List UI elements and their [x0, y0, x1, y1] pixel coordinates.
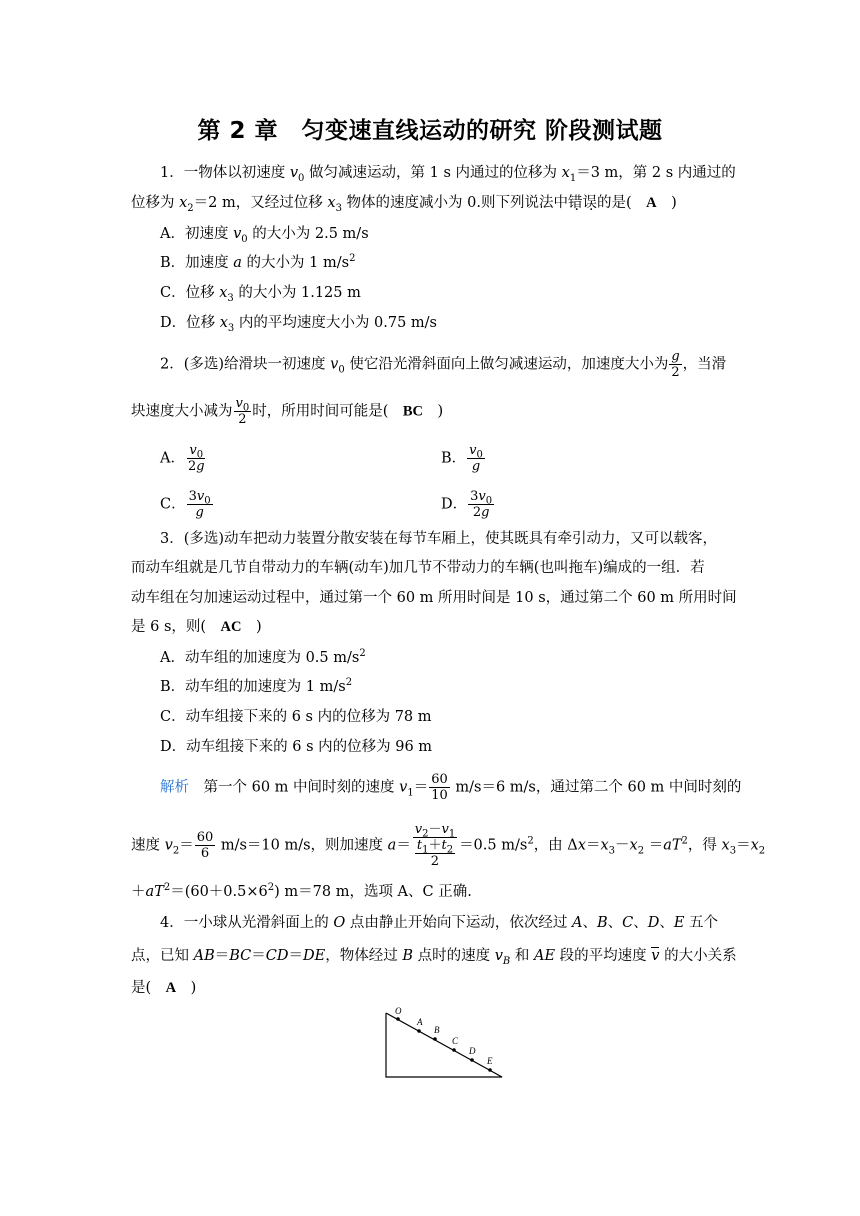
point-o-label: O — [395, 1006, 402, 1016]
q3-option-a: A．动车组的加速度为 0.5 $m/s^2$ — [160, 648, 366, 666]
incline-triangle — [386, 1013, 502, 1077]
q2-option-c: C． $\frac{3v_0}{g}$ — [160, 489, 211, 520]
q3-analysis-line-3: $+aT^2=(60+0.5\times 6^2)$ m＝78 m，选项 A、C 正确. — [131, 882, 472, 900]
q1-option-c: C．位移 $x_3$ 的大小为 1.125 m — [160, 285, 361, 304]
point-a-label: A — [417, 1017, 423, 1027]
point-c-label: C — [452, 1036, 459, 1046]
point-b-dot — [433, 1037, 437, 1041]
q3-option-d: D．动车组接下来的 6 s 内的位移为 96 m — [160, 739, 433, 755]
q4-answer: A — [165, 980, 177, 996]
point-b-label: B — [434, 1025, 440, 1035]
page-title: 第 2 章 匀变速直线运动的研究 阶段测试题 — [197, 118, 663, 144]
incline-figure — [380, 1005, 510, 1085]
q3-line-4: 是 6 s，则( AC ) — [131, 619, 262, 635]
q3-analysis-line-2: 速度 $v_2=$ $\frac{60}{6}$ m/s＝10 m/s，则加速度 a＝ $\frac{v_2-v_1}{\frac{t_1+t_2}{2}}$ ＝0.5 $m/s^2$，由 $\Delta x=x_3-x_2 =aT^2$，得 $x_3=x_2$ — [131, 822, 766, 869]
q3-analysis-line-1: 解析 第一个 60 m 中间时刻的速度 $v_1=$ $\frac{60}{10}$ m/s＝6 m/s，通过第二个 60 m 中间时刻的 — [160, 772, 742, 803]
q2-option-b: B． $\frac{v_0}{g}$ — [441, 443, 483, 474]
q4-line-1: 4．一小球从光滑斜面上的 O 点由静止开始向下运动，依次经过 A、B、C、D、E 五个 — [160, 915, 719, 931]
point-c-dot — [452, 1048, 456, 1052]
q3-option-b: B．动车组的加速度为 1 $m/s^2$ — [160, 677, 353, 695]
q4-line-2: 点，已知 AB＝BC＝CD＝DE，物体经过 B 点时的速度 $v_B$ 和 AE 段的平均速度 v 的大小关系 — [131, 948, 737, 967]
q2-line-2: 块速度大小减为 $\frac{v_0}{2}$ 时，所用时间可能是( BC ) — [131, 396, 444, 427]
q1-option-a: A．初速度 $v_0$ 的大小为 2.5 m/s — [160, 226, 369, 245]
q2-option-a: A． $\frac{v_0}{2g}$ — [160, 443, 205, 474]
point-a-dot — [417, 1029, 421, 1033]
q3-answer: AC — [220, 619, 242, 635]
q1-line-2: 位移为 $x_2=2$ m，又经过位移 $x_3$ 物体的速度减小为 0.则下列说法中错误的是( A ) — [131, 195, 677, 214]
q2-line-1: 2．(多选)给滑块一初速度 $v_0$ 使它沿光滑斜面向上做匀减速运动，加速度大小为 $\frac{g}{2}$ ，当滑 — [160, 349, 727, 380]
q3-line-1: 3．(多选)动车把动力装置分散安装在每节车厢上，使其既具有牵引动力，又可以载客， — [160, 531, 718, 547]
point-e-label: E — [487, 1056, 493, 1066]
q3-option-c: C．动车组接下来的 6 s 内的位移为 78 m — [160, 709, 432, 725]
point-o-dot — [396, 1017, 400, 1021]
q1-option-d: D．位移 $x_3$ 内的平均速度大小为 0.75 m/s — [160, 315, 437, 334]
q1-line-1: 1．一物体以初速度 $v_0$ 做匀减速运动，第 1 s 内通过的位移为 $x_1=3$ m，第 2 s 内通过的 — [160, 165, 736, 184]
q2-option-d: D． $\frac{3v_0}{2g}$ — [441, 489, 493, 520]
point-d-dot — [470, 1058, 474, 1062]
point-d-label: D — [469, 1046, 476, 1056]
q2-answer: BC — [402, 403, 424, 420]
analysis-label: 解析 — [160, 779, 189, 796]
q1-option-b: B．加速度 a 的大小为 1 $m/s^2$ — [160, 253, 356, 271]
q1-answer: A — [646, 195, 657, 211]
q4-line-3: 是( A ) — [131, 980, 197, 996]
q3-line-3: 动车组在匀加速运动过程中，通过第一个 60 m 所用时间是 10 s，通过第二个 60 m 所用时间 — [131, 590, 737, 606]
point-e-dot — [488, 1068, 492, 1072]
q3-line-2: 而动车组就是几节自带动力的车辆(动车)加几节不带动力的车辆(也叫拖车)编成的一组．若 — [131, 560, 705, 576]
